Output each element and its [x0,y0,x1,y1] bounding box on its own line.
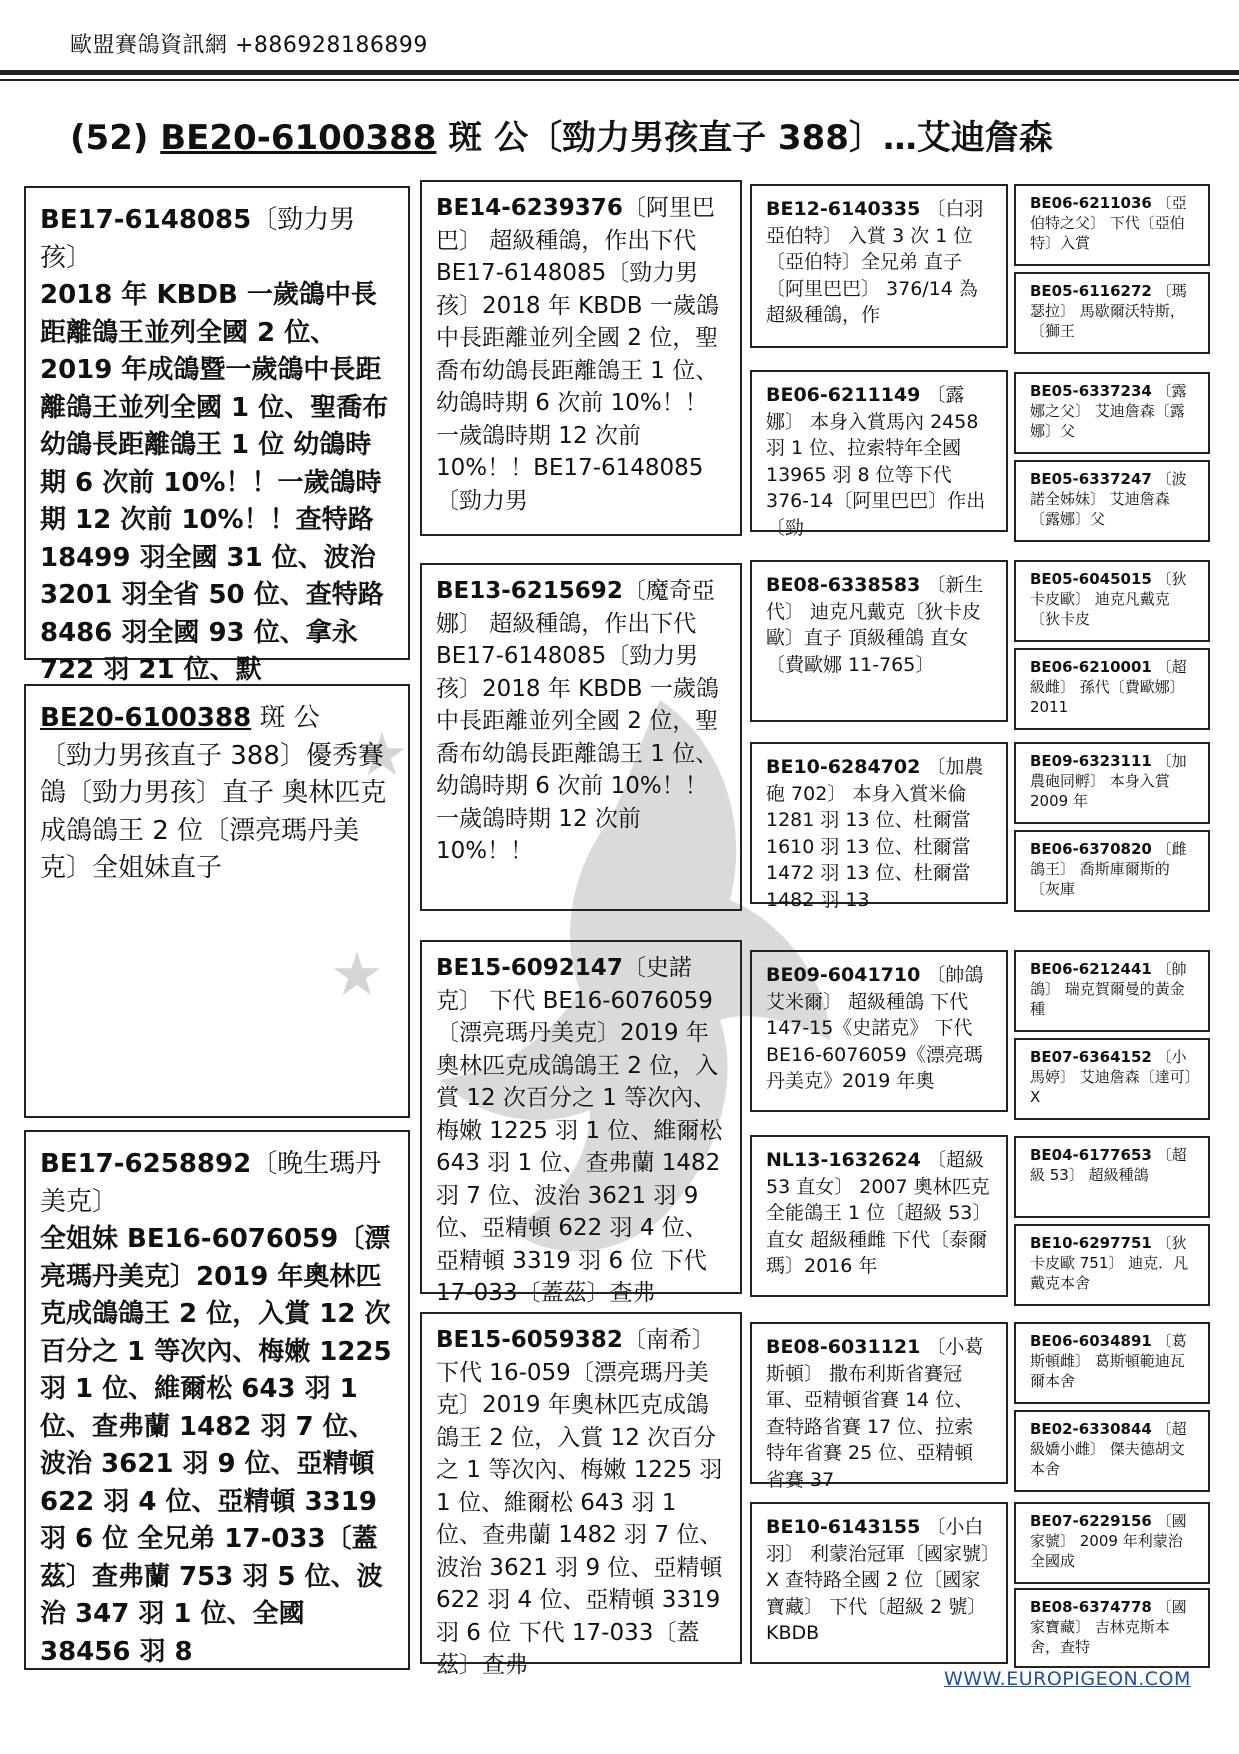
pedigree-ring: BE12-6140335 [766,198,921,220]
footer-url-link[interactable]: WWW.EUROPIGEON.COM [944,1668,1191,1690]
subject-record: 〔勁力男孩直子 388〕優秀賽鴿〔勁力男孩〕直子 奧林匹克成鴿鴿王 2 位〔漂亮瑪丹美克〕全姐妹直子 [40,740,387,883]
pedigree-record: 〔狄卡皮歐 751〕 迪克．凡戴克本舍 [1030,1234,1189,1292]
pedigree-ring: BE07-6364152 [1030,1048,1152,1066]
granddam-maternal-box [420,1312,742,1678]
gggp-box-14 [1014,1410,1210,1492]
title-ring: BE20-6100388 [160,118,437,158]
pedigree-ring: BE08-6374778 [1030,1598,1152,1616]
dam-name: 〔晚生瑪丹美克〕 [40,1149,382,1217]
pedigree-ring: BE09-6323111 [1030,752,1152,770]
gggp-box-8 [1014,830,1210,912]
ggp-box-7 [750,1322,1008,1491]
pedigree-ring: BE02-6330844 [1030,1420,1152,1438]
gggp-box-1 [1014,184,1210,266]
pedigree-ring: BE04-6177653 [1030,1146,1152,1164]
gggp-box-5 [1014,560,1210,642]
pedigree-record: 〔小馬婷〕 艾迪詹森〔達可〕X [1030,1048,1193,1106]
gggp-box-11 [1014,1136,1210,1218]
pedigree-ring: BE05-6045015 [1030,570,1152,588]
gggp-box-16 [1014,1588,1210,1668]
dam-box [24,1130,410,1670]
pedigree-record: 〔阿里巴巴〕 超級種鴿，作出下代 BE17-6148085〔勁力男孩〕2018 年 KBDB 一歲鴿中長距離並列全國 2 位，聖喬布幼鴿長距離鴿王 1 位、幼鴿時期 6 次前 10%！！一歲鴿時期 12 次前 10%！！BE17-6148085〔勁力男 [436,195,719,514]
pedigree-ring: BE06-6370820 [1030,840,1152,858]
pedigree-record: 〔露娜〕 本身入賞馬內 2458 羽 1 位、拉索特年全國 13965 羽 8 位等下代 376-14〔阿里巴巴〕作出〔勁 [766,384,986,539]
gggp-box-13 [1014,1322,1210,1404]
pedigree-ring: BE05-6337247 [1030,470,1152,488]
pedigree-ring: BE06-6212441 [1030,960,1152,978]
pedigree-record: 〔國家寶藏〕 吉林克斯本舍，查特 [1030,1598,1187,1656]
subject-sex-color: 斑 公 [251,703,320,733]
ggp-box-5 [750,950,1008,1112]
header-contact: 歐盟賽鴿資訊網 +886928186899 [70,33,428,58]
gggp-box-10 [1014,1038,1210,1120]
pedigree-record: 〔小葛斯頓〕 撒布利斯省賽冠軍、亞精頓省賽 14 位、查特路省賽 17 位、拉索特年省賽 25 位、亞精頓省賽 37 [766,1336,984,1491]
pedigree-ring: BE09-6041710 [766,964,921,986]
pedigree-ring: BE14-6239376 [436,195,623,221]
pedigree-record: 〔超級雌〕 孫代〔費歐娜〕2011 [1030,658,1187,716]
pedigree-record: 〔南希〕 下代 16-059〔漂亮瑪丹美克〕2019 年奧林匹克成鴿鴿王 2 位，入賞 12 次百分之 1 等次內、梅嫩 1225 羽 1 位、維爾松 643 羽 1 位、查弗蘭 1482 羽 7 位、波治 3621 羽 9 位、亞精頓 622 羽 4 位、亞精頓 3319 羽 6 位 下代 17-033〔蓋茲〕查弗 [436,1327,723,1678]
pedigree-record: 〔波諾全姊妹〕 艾迪詹森〔露娜〕父 [1030,470,1187,528]
pedigree-record: 〔雌鴿王〕 喬斯庫爾斯的〔灰庫 [1030,840,1187,898]
pedigree-ring: NL13-1632624 [766,1149,921,1171]
pedigree-record: 〔史諾克〕 下代 BE16-6076059〔漂亮瑪丹美克〕2019 年奧林匹克成鴿鴿王 2 位，入賞 12 次百分之 1 等次內、梅嫩 1225 羽 1 位、維爾松 643 羽 1 位、查弗蘭 1482 羽 7 位、波治 3621 羽 9 位、亞精頓 622 羽 4 位、亞精頓 3319 羽 6 位 下代 17-033〔蓋茲〕查弗 [436,955,723,1306]
gggp-box-6 [1014,648,1210,730]
ggp-box-3 [750,560,1008,722]
pedigree-ring: BE08-6031121 [766,1336,921,1358]
ggp-box-8 [750,1502,1008,1664]
grandsire-maternal-box [420,940,742,1306]
ggp-box-6 [750,1135,1008,1297]
gggp-box-4 [1014,460,1210,542]
pedigree-ring: BE10-6297751 [1030,1234,1152,1252]
star-icon: ★ [330,940,384,1010]
pedigree-record: 〔白羽亞伯特〕 入賞 3 次 1 位〔亞伯特〕全兄弟 直子〔阿里巴巴〕 376/14 為超級種鴿，作 [766,198,984,326]
pedigree-record: 〔瑪瑟拉〕 馬歇爾沃特斯，〔獅王 [1030,282,1187,340]
pedigree-ring: BE05-6116272 [1030,282,1152,300]
pedigree-record: 〔帥鴿〕 瑞克賀爾曼的黃金種 [1030,960,1187,1018]
pedigree-record: 〔加農砲同孵〕 本身入賞 2009 年 [1030,752,1187,810]
pedigree-record: 〔帥鴿艾米爾〕 超級種鴿 下代 147-15《史諾克》 下代 BE16-6076059《漂亮瑪丹美克》2019 年奧 [766,964,984,1092]
pedigree-ring: BE06-6211036 [1030,194,1152,212]
pedigree-record: 〔狄卡皮歐〕 迪克凡戴克〔狄卡皮 [1030,570,1187,628]
pedigree-ring: BE15-6092147 [436,955,623,981]
pedigree-record: 〔葛斯頓雌〕 葛斯頓範迪瓦爾本舍 [1030,1332,1187,1390]
dam-ring: BE17-6258892 [40,1149,252,1179]
pedigree-record: 〔超級 53 直女〕 2007 奧林匹克全能鴿王 1 位〔超級 53〕直女 超級種雌 下代〔泰爾瑪〕2016 年 [766,1149,992,1277]
gggp-box-15 [1014,1502,1210,1584]
pedigree-record: 〔加農砲 702〕 本身入賞米倫 1281 羽 13 位、杜爾當 1610 羽 13 位、杜爾當 1472 羽 13 位、杜爾當 1482 羽 13 [766,756,984,911]
pedigree-record: 〔魔奇亞娜〕 超級種鴿，作出下代 BE17-6148085〔勁力男孩〕2018 年 KBDB 一歲鴿中長距離並列全國 2 位，聖喬布幼鴿長距離鴿王 1 位、幼鴿時期 6 次前 10%！！一歲鴿時期 12 次前 10%！！ [436,578,719,864]
pedigree-ring: BE06-6034891 [1030,1332,1152,1350]
pedigree-ring: BE08-6338583 [766,574,921,596]
pedigree-ring: BE10-6143155 [766,1516,921,1538]
pedigree-ring: BE10-6284702 [766,756,921,778]
header-rule-thin [0,79,1239,81]
title-description: 斑 公〔勁力男孩直子 388〕…艾迪詹森 [436,118,1053,158]
ggp-box-1 [750,184,1008,348]
subject-ring: BE20-6100388 [40,703,252,733]
gggp-box-2 [1014,272,1210,354]
pedigree-ring: BE06-6211149 [766,384,921,406]
title-number: (52) [70,118,149,158]
pedigree-ring: BE15-6059382 [436,1327,623,1353]
header-rule-thick [0,70,1239,75]
grandsire-paternal-box [420,180,742,536]
dam-record: 全姐妹 BE16-6076059〔漂亮瑪丹美克〕2019 年奧林匹克成鴿鴿王 2 位，入賞 12 次百分之 1 等次內、梅嫩 1225 羽 1 位、維爾松 643 羽 1 位、查弗蘭 1482 羽 7 位、波治 3621 羽 9 位、亞精頓 622 羽 4 位、亞精頓 3319 羽 6 位 全兄弟 17-033〔蓋茲〕查弗蘭 753 羽 5 位、波治 347 羽 1 位、全國 38456 羽 8 [40,1224,392,1667]
sire-record: 2018 年 KBDB 一歲鴿中長距離鴿王並列全國 2 位、2019 年成鴿暨一歲鴿中長距離鴿王並列全國 1 位、聖喬布幼鴿長距離鴿王 1 位 幼鴿時期 6 次前 10%！！一歲鴿時期 12 次前 10%！！查特路 18499 羽全國 31 位、波治 3201 羽全省 50 位、查特路 8486 羽全國 93 位、拿永 722 羽 21 位、默 [40,280,389,685]
pedigree-record: 〔新生代〕 迪克凡戴克〔狄卡皮歐〕直子 頂級種鴿 直女〔費歐娜 11-765〕 [766,574,984,676]
pedigree-ring: BE07-6229156 [1030,1512,1152,1530]
pedigree-ring: BE13-6215692 [436,578,623,604]
gggp-box-3 [1014,372,1210,454]
ggp-box-2 [750,370,1008,539]
pedigree-record: 〔小白羽〕 利蒙治冠軍〔國家號〕X 查特路全國 2 位〔國家寶藏〕 下代〔超級 2 號〕KBDB [766,1516,991,1644]
pedigree-record: 〔國家號〕 2009 年利蒙治全國成 [1030,1512,1187,1570]
gggp-box-7 [1014,742,1210,824]
pedigree-record: 〔亞伯特之父〕 下代〔亞伯特〕入賞 [1030,194,1187,252]
ggp-box-4 [750,742,1008,911]
pedigree-ring: BE05-6337234 [1030,382,1152,400]
subject-box [24,684,410,1118]
star-icon: ★ [355,720,409,790]
sire-name: 〔勁力男孩〕 [40,205,356,273]
page-title [70,110,1053,159]
pedigree-record: 〔露娜之父〕 艾迪詹森〔露娜〕父 [1030,382,1187,440]
sire-box [24,186,410,685]
pedigree-record: 〔超級嬌小雌〕 傑夫德胡文本舍 [1030,1420,1187,1478]
granddam-paternal-box [420,563,742,911]
pedigree-ring: BE06-6210001 [1030,658,1152,676]
gggp-box-9 [1014,950,1210,1032]
gggp-box-12 [1014,1224,1210,1306]
pedigree-record: 〔超級 53〕 超級種鴿 [1030,1146,1187,1184]
sire-ring: BE17-6148085 [40,205,252,235]
